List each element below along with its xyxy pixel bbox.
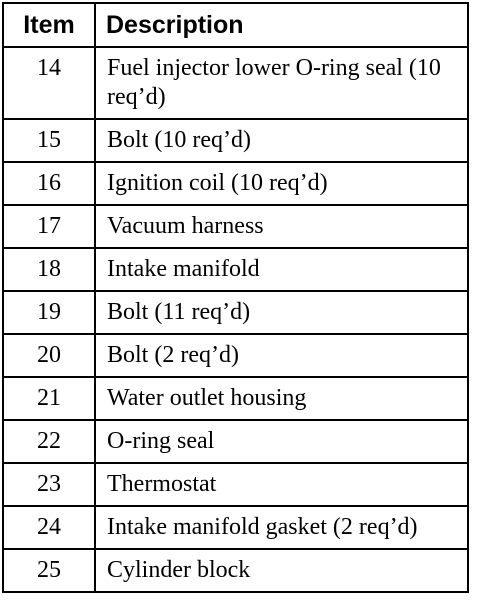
table-row: [3, 334, 468, 377]
table-row: [3, 463, 468, 506]
description-column-header: Description: [95, 3, 468, 47]
description-cell: Thermostat: [95, 463, 468, 506]
table-body: [3, 47, 468, 592]
item-number-cell: 20: [3, 334, 95, 377]
table-row: [3, 119, 468, 162]
table-row: [3, 506, 468, 549]
item-number-cell: 23: [3, 463, 95, 506]
description-cell: Intake manifold gasket (2 req’d): [95, 506, 468, 549]
table-header: [3, 3, 468, 47]
item-number-cell: 25: [3, 549, 95, 592]
description-cell: Fuel injector lower O-ring seal (10 req’d): [95, 47, 468, 119]
description-cell: O-ring seal: [95, 420, 468, 463]
table-row: [3, 291, 468, 334]
table-row: [3, 420, 468, 463]
table-row: [3, 162, 468, 205]
item-number-cell: 14: [3, 47, 95, 119]
header-row: [3, 3, 468, 47]
item-number-cell: 17: [3, 205, 95, 248]
item-number-cell: 22: [3, 420, 95, 463]
description-cell: Bolt (2 req’d): [95, 334, 468, 377]
table-row: [3, 549, 468, 592]
description-cell: Vacuum harness: [95, 205, 468, 248]
item-column-header: Item: [3, 3, 95, 47]
parts-table: [2, 2, 469, 593]
description-cell: Bolt (11 req’d): [95, 291, 468, 334]
table-row: [3, 205, 468, 248]
description-cell: Ignition coil (10 req’d): [95, 162, 468, 205]
description-cell: Water outlet housing: [95, 377, 468, 420]
table-row: [3, 377, 468, 420]
item-number-cell: 19: [3, 291, 95, 334]
description-cell: Bolt (10 req’d): [95, 119, 468, 162]
table-row: [3, 47, 468, 119]
item-number-cell: 15: [3, 119, 95, 162]
description-cell: Intake manifold: [95, 248, 468, 291]
item-number-cell: 21: [3, 377, 95, 420]
item-number-cell: 18: [3, 248, 95, 291]
item-number-cell: 24: [3, 506, 95, 549]
item-number-cell: 16: [3, 162, 95, 205]
table-row: [3, 248, 468, 291]
description-cell: Cylinder block: [95, 549, 468, 592]
